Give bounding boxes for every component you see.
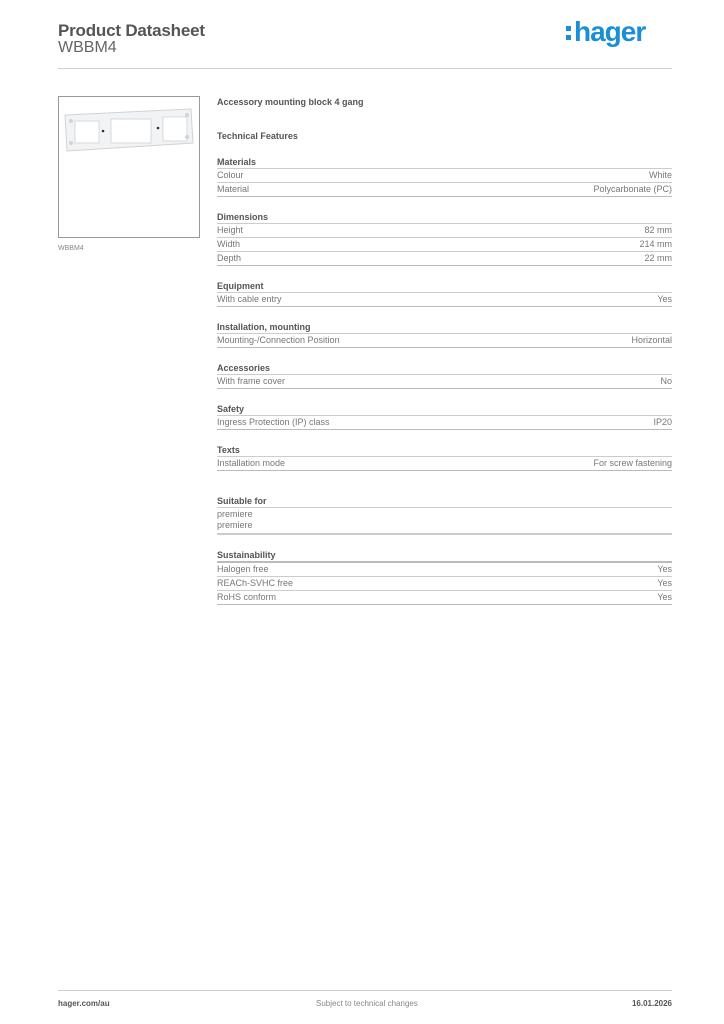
spec-row xyxy=(217,457,672,471)
group-title: Accessories xyxy=(217,362,672,375)
group-title: Safety xyxy=(217,403,672,416)
suitable-item: premiere xyxy=(217,520,253,530)
technical-features-heading: Technical Features xyxy=(217,131,298,141)
spec-label: Halogen free xyxy=(217,564,269,574)
product-image xyxy=(58,96,200,238)
spec-label: RoHS conform xyxy=(217,592,277,602)
spec-value: 214 mm xyxy=(639,239,672,249)
spec-row xyxy=(217,416,672,430)
spec-value: For screw fastening xyxy=(593,458,672,468)
group-title: Installation, mounting xyxy=(217,321,672,334)
footer-divider xyxy=(58,990,672,991)
group-title: Materials xyxy=(217,156,672,169)
group-equipment xyxy=(217,280,672,307)
spec-label: Width xyxy=(217,239,241,249)
image-caption: WBBM4 xyxy=(58,245,84,252)
spec-row xyxy=(217,169,672,183)
spec-label: Height xyxy=(217,225,244,235)
spec-row xyxy=(217,563,672,577)
spec-value: Yes xyxy=(657,294,672,304)
logo-text: hager xyxy=(574,16,646,47)
header-divider xyxy=(58,68,672,69)
spec-label: With frame cover xyxy=(217,376,286,386)
spec-value: Yes xyxy=(657,578,672,588)
spec-label: With cable entry xyxy=(217,294,282,304)
spec-label: Mounting-/Connection Position xyxy=(217,335,340,345)
spec-row xyxy=(217,293,672,307)
spec-row xyxy=(217,375,672,389)
group-title: Sustainability xyxy=(217,549,672,563)
spec-content xyxy=(217,96,672,605)
spec-value: White xyxy=(648,170,672,180)
group-installation xyxy=(217,321,672,348)
footer-note: Subject to technical changes xyxy=(316,999,418,1008)
group-accessories xyxy=(217,362,672,389)
spec-value: IP20 xyxy=(653,417,672,427)
spec-label: Installation mode xyxy=(217,458,286,468)
spec-label: Material xyxy=(217,184,250,194)
spec-value: 82 mm xyxy=(644,225,672,235)
spec-label: REACh-SVHC free xyxy=(217,578,294,588)
footer-website-link[interactable]: hager.com/au xyxy=(58,999,110,1008)
group-sustainability xyxy=(217,549,672,605)
spec-label: Colour xyxy=(217,170,244,180)
header-title: Product Datasheet xyxy=(58,21,205,40)
spec-row xyxy=(217,334,672,348)
spec-value: Yes xyxy=(657,564,672,574)
group-title: Equipment xyxy=(217,280,672,293)
hager-logo xyxy=(566,16,645,48)
group-texts xyxy=(217,444,672,471)
spec-row xyxy=(217,252,672,266)
header-product-code: WBBM4 xyxy=(58,39,117,56)
product-name: Accessory mounting block 4 gang xyxy=(217,97,364,107)
group-safety xyxy=(217,403,672,430)
spec-label: Ingress Protection (IP) class xyxy=(217,417,330,427)
spec-row xyxy=(217,224,672,238)
group-title: Dimensions xyxy=(217,211,672,224)
spec-row xyxy=(217,577,672,591)
spec-label: Depth xyxy=(217,253,242,263)
group-title: Suitable for xyxy=(217,495,672,508)
group-materials xyxy=(217,156,672,197)
spec-value: Horizontal xyxy=(631,335,672,345)
suitable-item: premiere xyxy=(217,509,253,519)
group-dimensions xyxy=(217,211,672,266)
spec-value: Polycarbonate (PC) xyxy=(593,184,672,194)
suitable-list xyxy=(217,508,672,535)
group-title: Texts xyxy=(217,444,672,457)
spec-row xyxy=(217,591,672,605)
footer-date: 16.01.2026 xyxy=(631,999,672,1008)
spec-value: 22 mm xyxy=(644,253,672,263)
spec-row xyxy=(217,183,672,197)
group-suitable-for xyxy=(217,495,672,535)
spec-row xyxy=(217,238,672,252)
spec-value: No xyxy=(660,376,672,386)
spec-value: Yes xyxy=(657,592,672,602)
mounting-block-illustration xyxy=(63,107,195,155)
